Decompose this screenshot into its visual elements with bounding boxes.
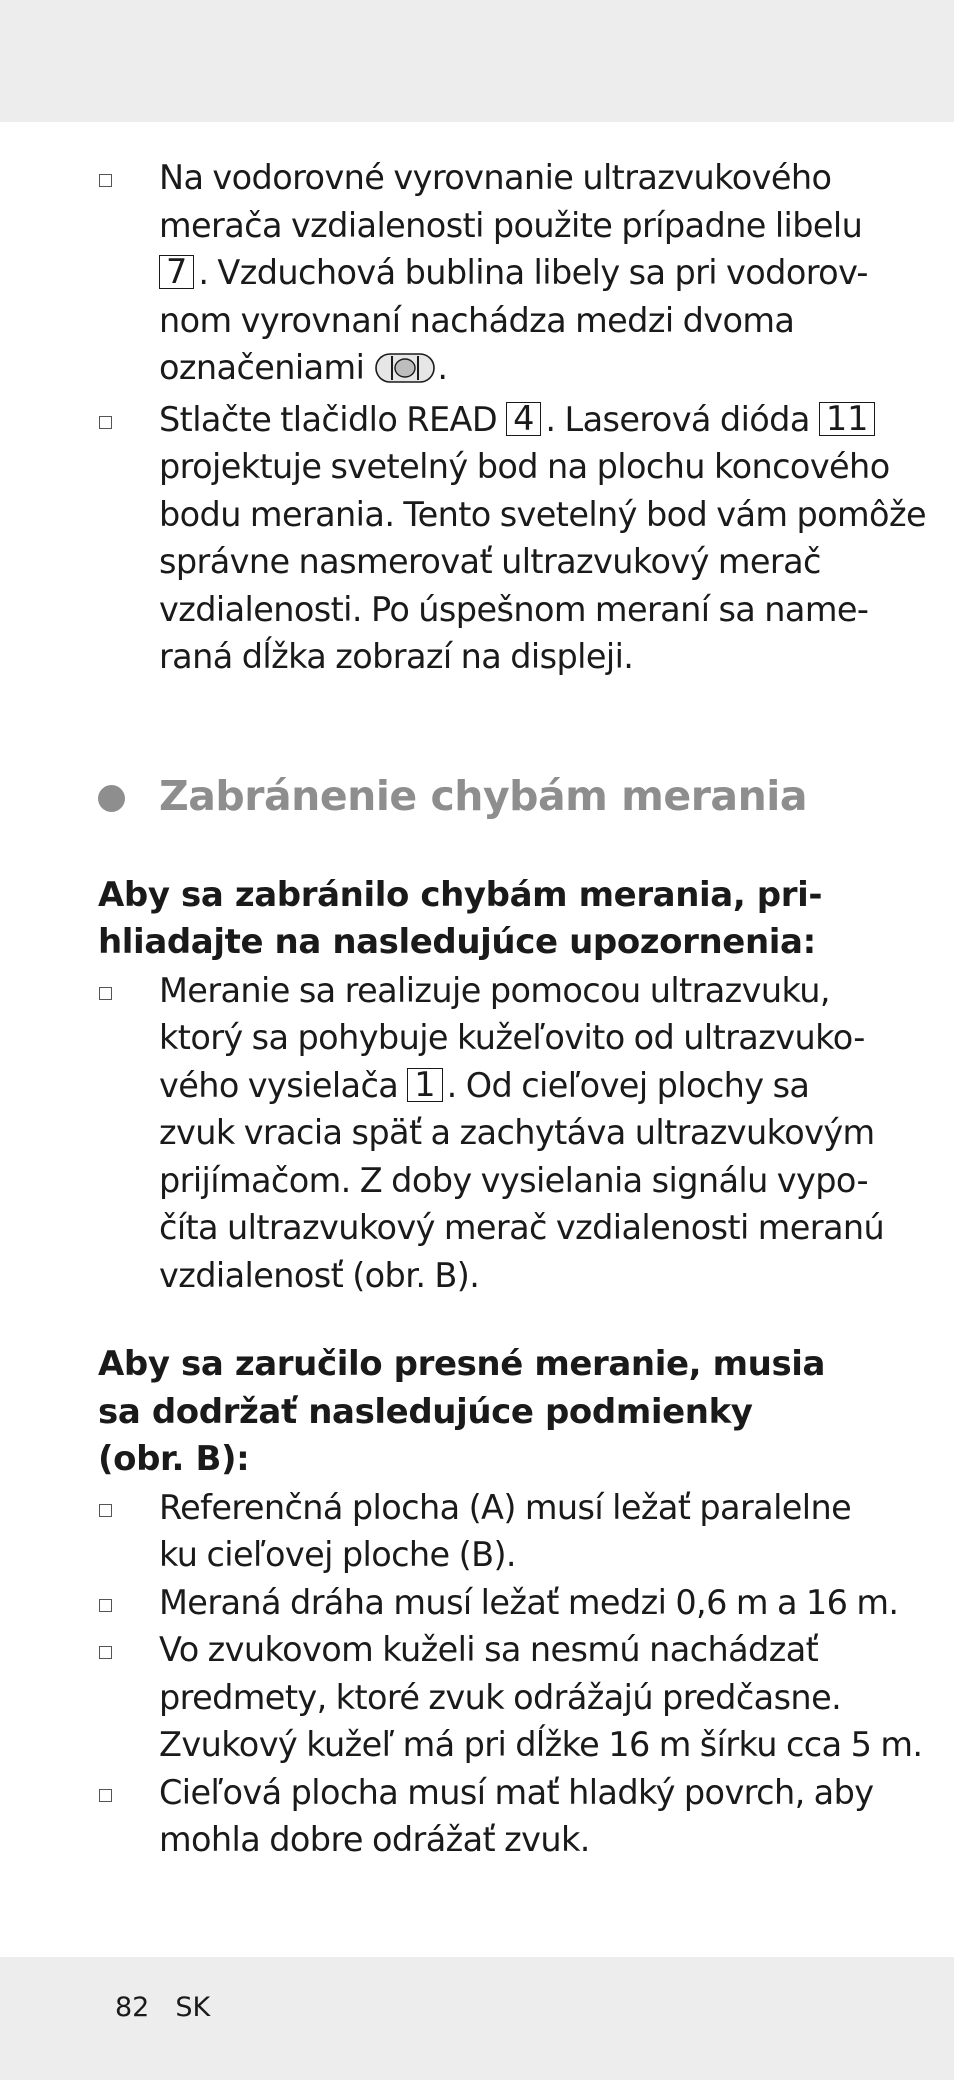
text-line: ktorý sa pohybuje kužeľovito od ultrazvuko- xyxy=(159,1018,865,1057)
list-item-condition xyxy=(98,1769,874,1864)
section-heading-text: Zabránenie chybám merania xyxy=(159,771,808,820)
subheading-line: Aby sa zaručilo presné meranie, musia xyxy=(98,1344,826,1384)
section-heading xyxy=(98,770,838,822)
text-line: merača vzdialenosti použite prípadne libelu xyxy=(159,205,863,245)
subheading-line: Aby sa zabránilo chybám merania, pri- xyxy=(98,874,823,915)
text-line: predmety, ktoré zvuk odrážajú predčasne. xyxy=(159,1677,842,1717)
text-line: ku cieľovej ploche (B). xyxy=(159,1535,516,1574)
subheading-line: hliadajte na nasledujúce upozornenia: xyxy=(98,922,816,962)
reference-number-level: 7 xyxy=(159,255,194,289)
text-fragment: . Vzduchová bublina libely sa pri vodorov- xyxy=(198,253,868,292)
subheading-conditions xyxy=(98,1341,838,1484)
text-line: nom vyrovnaní nachádza medzi dvoma xyxy=(159,300,795,340)
text-line: prijímačom. Z doby vysielania signálu vypo- xyxy=(159,1160,868,1200)
reference-number-read: 4 xyxy=(506,402,541,436)
text-line: Meranie sa realizuje pomocou ultrazvuku, xyxy=(159,970,830,1010)
checkbox-bullet-icon xyxy=(99,1789,112,1802)
checkbox-bullet-icon xyxy=(99,416,112,429)
text-line xyxy=(159,249,868,297)
text-line: projektuje svetelný bod na plochu koncového xyxy=(159,447,890,486)
top-margin-band xyxy=(0,0,954,122)
text-fragment: Stlačte tlačidlo READ xyxy=(159,399,498,439)
subheading-line: (obr. B): xyxy=(98,1439,250,1479)
text-fragment: . xyxy=(437,348,448,387)
list-item-condition xyxy=(98,1484,852,1579)
text-line xyxy=(159,344,838,396)
text-line: bodu merania. Tento svetelný bod vám pomôže xyxy=(159,494,926,534)
checkbox-bullet-icon xyxy=(99,174,112,187)
text-fragment: vého vysielača xyxy=(159,1065,399,1105)
subheading-avoid-errors xyxy=(98,872,838,967)
list-item-ultrasound xyxy=(98,967,885,1300)
text-line: Na vodorovné vyrovnanie ultrazvukového xyxy=(159,158,832,197)
checkbox-bullet-icon xyxy=(99,1646,112,1659)
text-line: Vo zvukovom kuželi sa nesmú nachádzať xyxy=(159,1630,819,1669)
language-code: SK xyxy=(175,1992,211,2023)
checkbox-bullet-icon xyxy=(99,987,112,1000)
checkbox-bullet-icon xyxy=(99,1599,112,1612)
filled-circle-icon xyxy=(98,785,125,812)
list-item-read-button xyxy=(98,396,926,681)
list-item-condition xyxy=(98,1626,923,1769)
text-line xyxy=(159,1062,838,1110)
subheading-line: sa dodržať nasledujúce podmienky xyxy=(98,1391,753,1432)
reference-number-transmitter: 1 xyxy=(407,1068,442,1102)
text-line: číta ultrazvukový merač vzdialenosti meranú xyxy=(159,1208,885,1247)
page-footer xyxy=(115,1990,210,2026)
text-line: Referenčná plocha (A) musí ležať paralelne xyxy=(159,1487,852,1527)
checkbox-bullet-icon xyxy=(99,1504,112,1517)
list-item-condition xyxy=(98,1579,899,1627)
text-line: zvuk vracia späť a zachytáva ultrazvukovým xyxy=(159,1113,875,1152)
text-line: Meraná dráha musí ležať medzi 0,6 m a 16 m. xyxy=(159,1582,899,1622)
reference-number-laser: 11 xyxy=(819,402,876,436)
list-item-level xyxy=(98,154,868,396)
text-line: správne nasmerovať ultrazvukový merač xyxy=(159,542,821,581)
text-line xyxy=(159,396,869,444)
text-fragment: označeniami xyxy=(159,348,365,387)
text-line: vzdialenosti. Po úspešnom meraní sa name- xyxy=(159,589,869,629)
text-fragment: . Laserová dióda xyxy=(545,399,810,439)
text-line: vzdialenosť (obr. B). xyxy=(159,1255,480,1295)
page-content xyxy=(98,154,926,1864)
page-number: 82 xyxy=(115,1992,150,2023)
text-line: raná dĺžka zobrazí na displeji. xyxy=(159,637,634,676)
text-line: mohla dobre odrážať zvuk. xyxy=(159,1820,590,1859)
text-fragment: . Od cieľovej plochy sa xyxy=(446,1065,810,1105)
text-line: Zvukový kužeľ má pri dĺžke 16 m šírku cca 5 m. xyxy=(159,1725,923,1764)
bubble-level-marks-icon xyxy=(375,348,435,396)
text-line: Cieľová plocha musí mať hladký povrch, aby xyxy=(159,1772,874,1812)
